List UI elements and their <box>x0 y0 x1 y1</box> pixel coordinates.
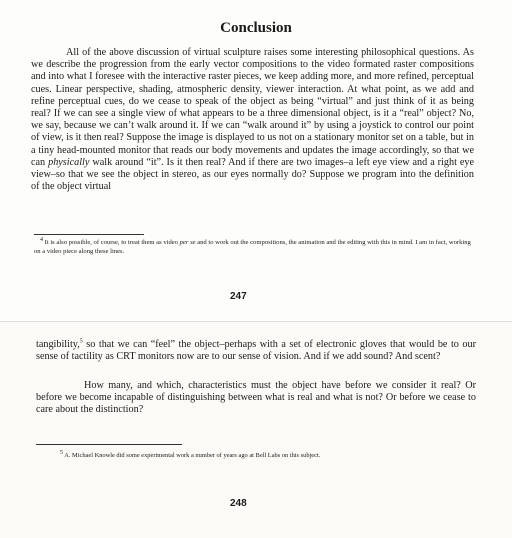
paragraph-text: tangibility, <box>36 339 80 350</box>
page-number-2: 248 <box>230 498 247 509</box>
section-heading: Conclusion <box>220 20 292 36</box>
characteristics-paragraph: How many, and which, characteristics must the object have before we consider it real? Or before we become incapable of distinguishing between what is real and what is not? Or before we cease to care about the distinction? <box>36 380 476 416</box>
paragraph-text-end: walk around “it”. Is it then real? And if there are two images–a left eye view and a right eye view–so that we see the object in stereo, as our eyes normally do? Suppose we program into the definition of the object virtual <box>31 156 474 193</box>
footnote-text: It is also possible, of course, to treat them as video <box>44 239 180 246</box>
footnote-emphasis: per se <box>179 239 196 246</box>
footnote-5 <box>60 449 480 461</box>
footnote-4 <box>34 236 474 256</box>
conclusion-paragraph <box>31 47 474 193</box>
page-number: 247 <box>230 291 247 302</box>
footnote-ref: 5 <box>79 338 83 345</box>
paragraph-text-end: so that we can “feel” the object–perhaps with a set of electronic gloves that would be to our sense of tactility as CRT monitors now are to our sense of vision. And if we add sound? And scent? <box>36 339 476 363</box>
footnote-text-end: and to work out the compositions, the animation and the editing with this in mind. I am in fact, working on a video piece along these lines. <box>34 239 471 255</box>
footnote-text-2: A. Michael Knowle did some experimental work a number of years ago at Bell Labs on this subject. <box>64 452 321 459</box>
footnote-mark: 4 <box>40 236 43 243</box>
footnote-rule-2 <box>36 444 182 445</box>
footnote-mark-2: 5 <box>60 449 63 456</box>
emphasis-physically: physically <box>48 156 90 168</box>
paragraph-text: All of the above discussion of virtual sculpture raises some interesting philosophical questions. As we describe the progression from the early vector compositions to the video formated raster compositions and into what I foresee with the interactive raster pieces, we keep adding more, and more refined, perceptual cues. Linear perspective, shading, atmospheric density, viewer interaction. At what point, as we add and refine perceptual cues, do we cease to speak of the object as being “virtual” and just think of it as being real? If we can see a single view of what appears to be a three dimensional object, is it a “real” object? No, we say, because we can’t walk around it. If we can “walk around it” by using a joystick to control our point of view, is it then real? Suppose the image is displayed to us not on a stationary monitor set on a table, but in a tiny head-mounted monitor that reads our body movements and updates the image accordingly, so that we can <box>31 47 474 168</box>
footnote-rule <box>34 234 144 235</box>
tangibility-paragraph <box>36 339 476 363</box>
